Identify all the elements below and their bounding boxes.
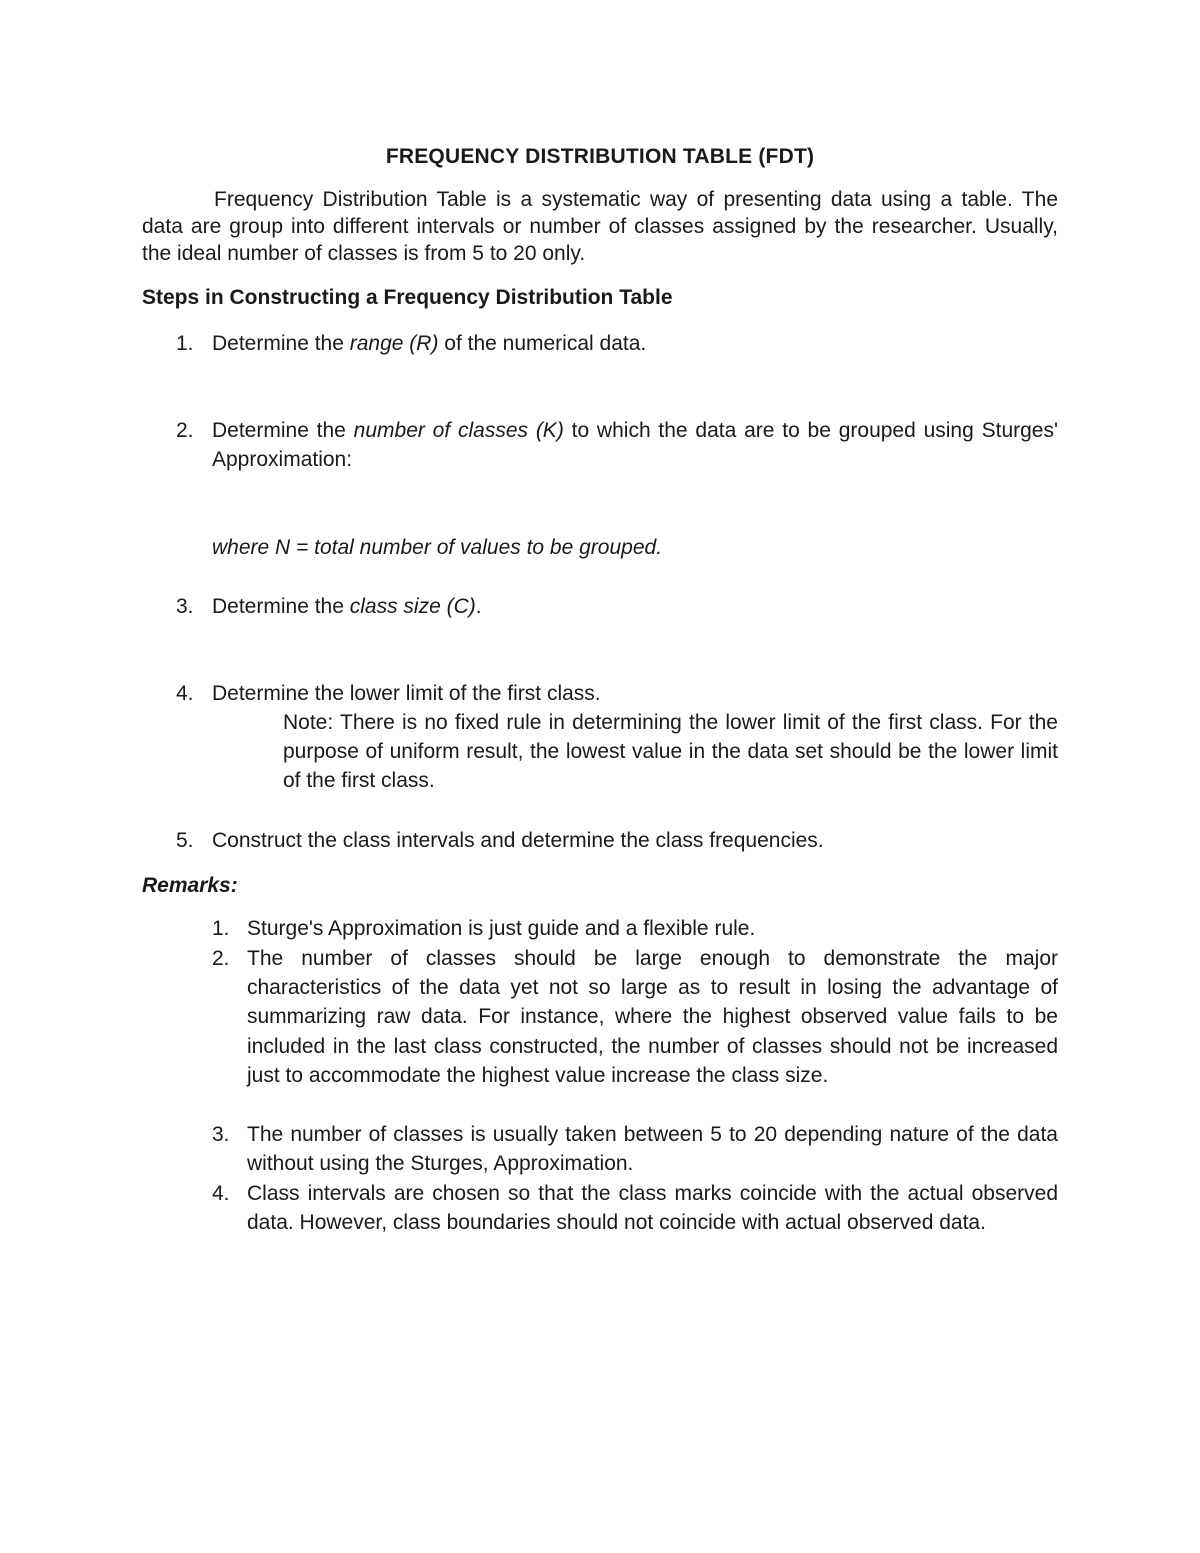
step-number: 3. [176, 595, 194, 618]
remarks-heading: Remarks: [142, 874, 238, 897]
remark-text: Class intervals are chosen so that the class marks coincide with the actual observed data. However, class boundaries should not coincide with actual observed data. [247, 1182, 1058, 1235]
remark-number: 3. [212, 1123, 230, 1146]
step-number: 2. [176, 419, 194, 442]
intro-paragraph: Frequency Distribution Table is a systematic way of presenting data using a table. The data are group into different intervals or number of classes assigned by the researcher. Usually, the ideal number of classes is from 5 to 20 only. [142, 188, 1058, 265]
step-number: 4. [176, 682, 194, 705]
steps-heading: Steps in Constructing a Frequency Distribution Table [142, 286, 673, 309]
step-text: Construct the class intervals and determine the class frequencies. [212, 829, 824, 852]
remark-text: Sturge's Approximation is just guide and a flexible rule. [247, 917, 756, 940]
remark-number: 4. [212, 1182, 230, 1205]
step4-note: Note: There is no fixed rule in determining the lower limit of the first class. For the purpose of uniform result, the lowest value in the data set should be the lower limit of the first class. [283, 711, 1058, 792]
step-number: 5. [176, 829, 194, 852]
step-number: 1. [176, 332, 194, 355]
step-text: Determine the number of classes (K) to which the data are to be grouped using Sturges' Approximation: [212, 419, 1058, 471]
step-text: Determine the class size (C). [212, 595, 482, 618]
where-note: where N = total number of values to be grouped. [212, 536, 663, 559]
remark-number: 2. [212, 947, 230, 970]
step-text: Determine the lower limit of the first class. [212, 682, 601, 705]
remark-text: The number of classes should be large enough to demonstrate the major characteristics of the data yet not so large as to result in losing the advantage of summarizing raw data. For instance, where the highest observed value fails to be included in the last class constructed, the number of classes should not be increased just to accommodate the highest value increase the class size. [247, 947, 1058, 1087]
remark-number: 1. [212, 917, 230, 940]
remark-text: The number of classes is usually taken between 5 to 20 depending nature of the data without using the Sturges, Approximation. [247, 1123, 1058, 1176]
step-text: Determine the range (R) of the numerical data. [212, 332, 647, 355]
document-page [142, 0, 1058, 1553]
page-title: FREQUENCY DISTRIBUTION TABLE (FDT) [385, 145, 815, 168]
